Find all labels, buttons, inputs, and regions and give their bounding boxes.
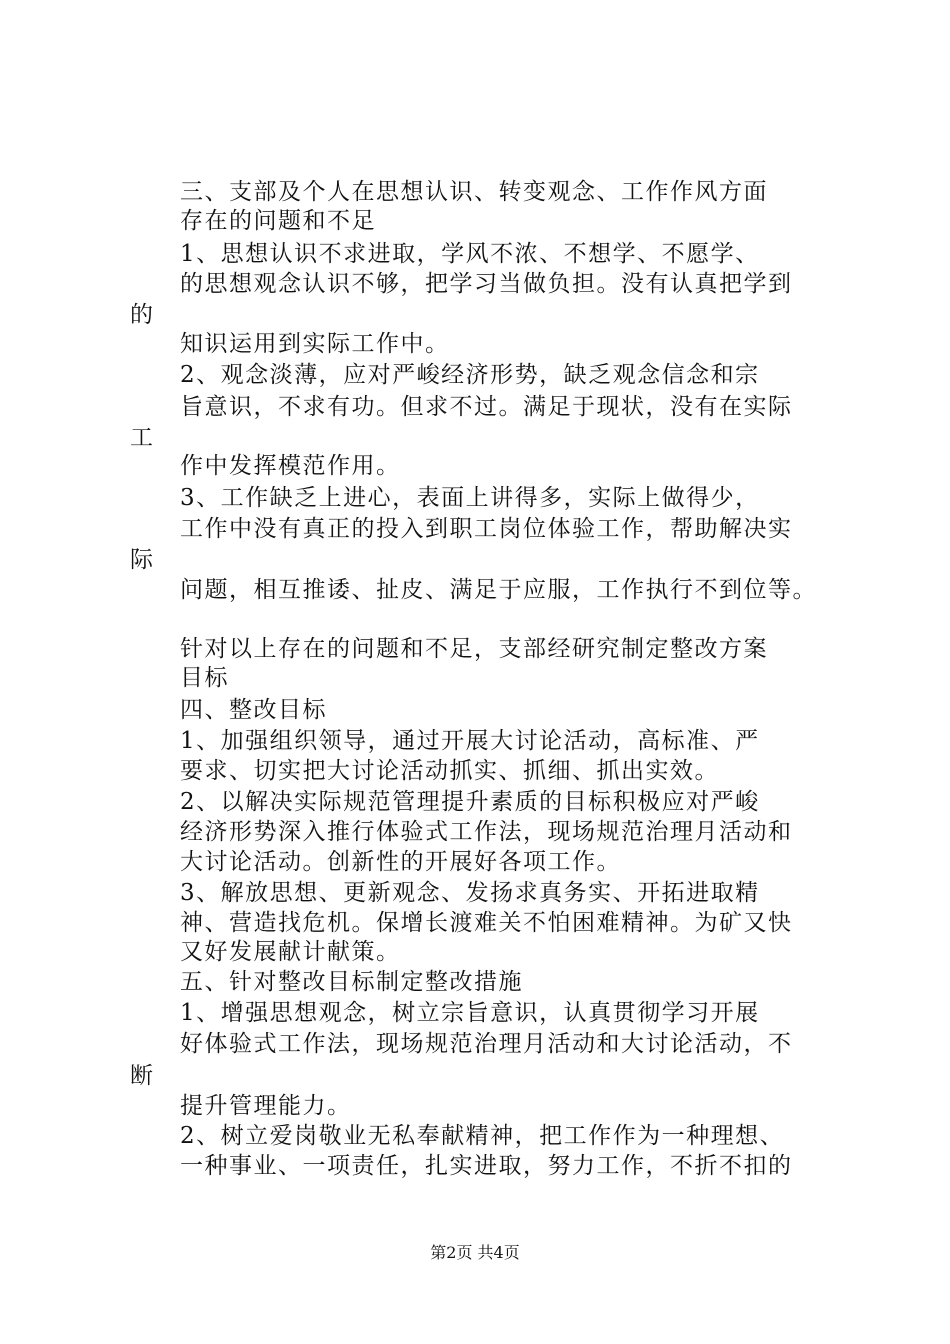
text-line: 要求、切实把大讨论活动抓实、抓细、抓出实效。 — [180, 758, 719, 784]
text-line: 3、工作缺乏上进心，表面上讲得多，实际上做得少， — [180, 485, 760, 511]
text-line: 2、观念淡薄，应对严峻经济形势，缺乏观念信念和宗 — [180, 362, 760, 388]
text-line: 四、整改目标 — [180, 697, 327, 723]
text-line: 工作中没有真正的投入到职工岗位体验工作，帮助解决实 — [180, 516, 793, 542]
text-line: 存在的问题和不足 — [180, 208, 376, 234]
text-line: 的思想观念认识不够，把学习当做负担。没有认真把学到 — [180, 271, 793, 297]
text-line: 目标 — [180, 665, 229, 691]
text-line: 针对以上存在的问题和不足，支部经研究制定整改方案 — [180, 636, 768, 662]
text-line: 经济形势深入推行体验式工作法，现场规范治理月活动和 — [180, 819, 793, 845]
text-line: 2、以解决实际规范管理提升素质的目标积极应对严峻 — [180, 789, 760, 815]
text-line: 工 — [130, 425, 155, 451]
text-line: 际 — [130, 547, 155, 573]
page-number-footer: 第2页 共4页 — [430, 1243, 520, 1262]
text-line: 3、解放思想、更新观念、发扬求真务实、开拓进取精 — [180, 880, 760, 906]
text-line: 1、增强思想观念，树立宗旨意识，认真贯彻学习开展 — [180, 1000, 760, 1026]
text-line: 五、针对整改目标制定整改措施 — [180, 969, 523, 995]
text-line: 2、树立爱岗敬业无私奉献精神，把工作作为一种理想、 — [180, 1123, 785, 1149]
text-line: 1、加强组织领导，通过开展大讨论活动，高标准、严 — [180, 728, 760, 754]
text-line: 知识运用到实际工作中。 — [180, 331, 450, 357]
text-line: 旨意识，不求有功。但求不过。满足于现状，没有在实际 — [180, 394, 793, 420]
text-line: 又好发展献计献策。 — [180, 939, 401, 965]
text-line: 提升管理能力。 — [180, 1093, 352, 1119]
text-line: 的 — [130, 302, 155, 328]
text-line: 三、支部及个人在思想认识、转变观念、工作作风方面 — [180, 179, 768, 205]
text-line: 好体验式工作法，现场规范治理月活动和大讨论活动，不 — [180, 1031, 793, 1057]
text-line: 断 — [130, 1063, 155, 1089]
text-line: 大讨论活动。创新性的开展好各项工作。 — [180, 849, 621, 875]
text-line: 一种事业、一项责任，扎实进取，努力工作，不折不扣的 — [180, 1153, 793, 1179]
text-line: 1、思想认识不求进取，学风不浓、不想学、不愿学、 — [180, 241, 760, 267]
text-line: 作中发挥模范作用。 — [180, 453, 401, 479]
text-line: 问题，相互推诿、扯皮、满足于应服，工作执行不到位等。 — [180, 577, 817, 603]
text-line: 神、营造找危机。保增长渡难关不怕困难精神。为矿又快 — [180, 910, 793, 936]
